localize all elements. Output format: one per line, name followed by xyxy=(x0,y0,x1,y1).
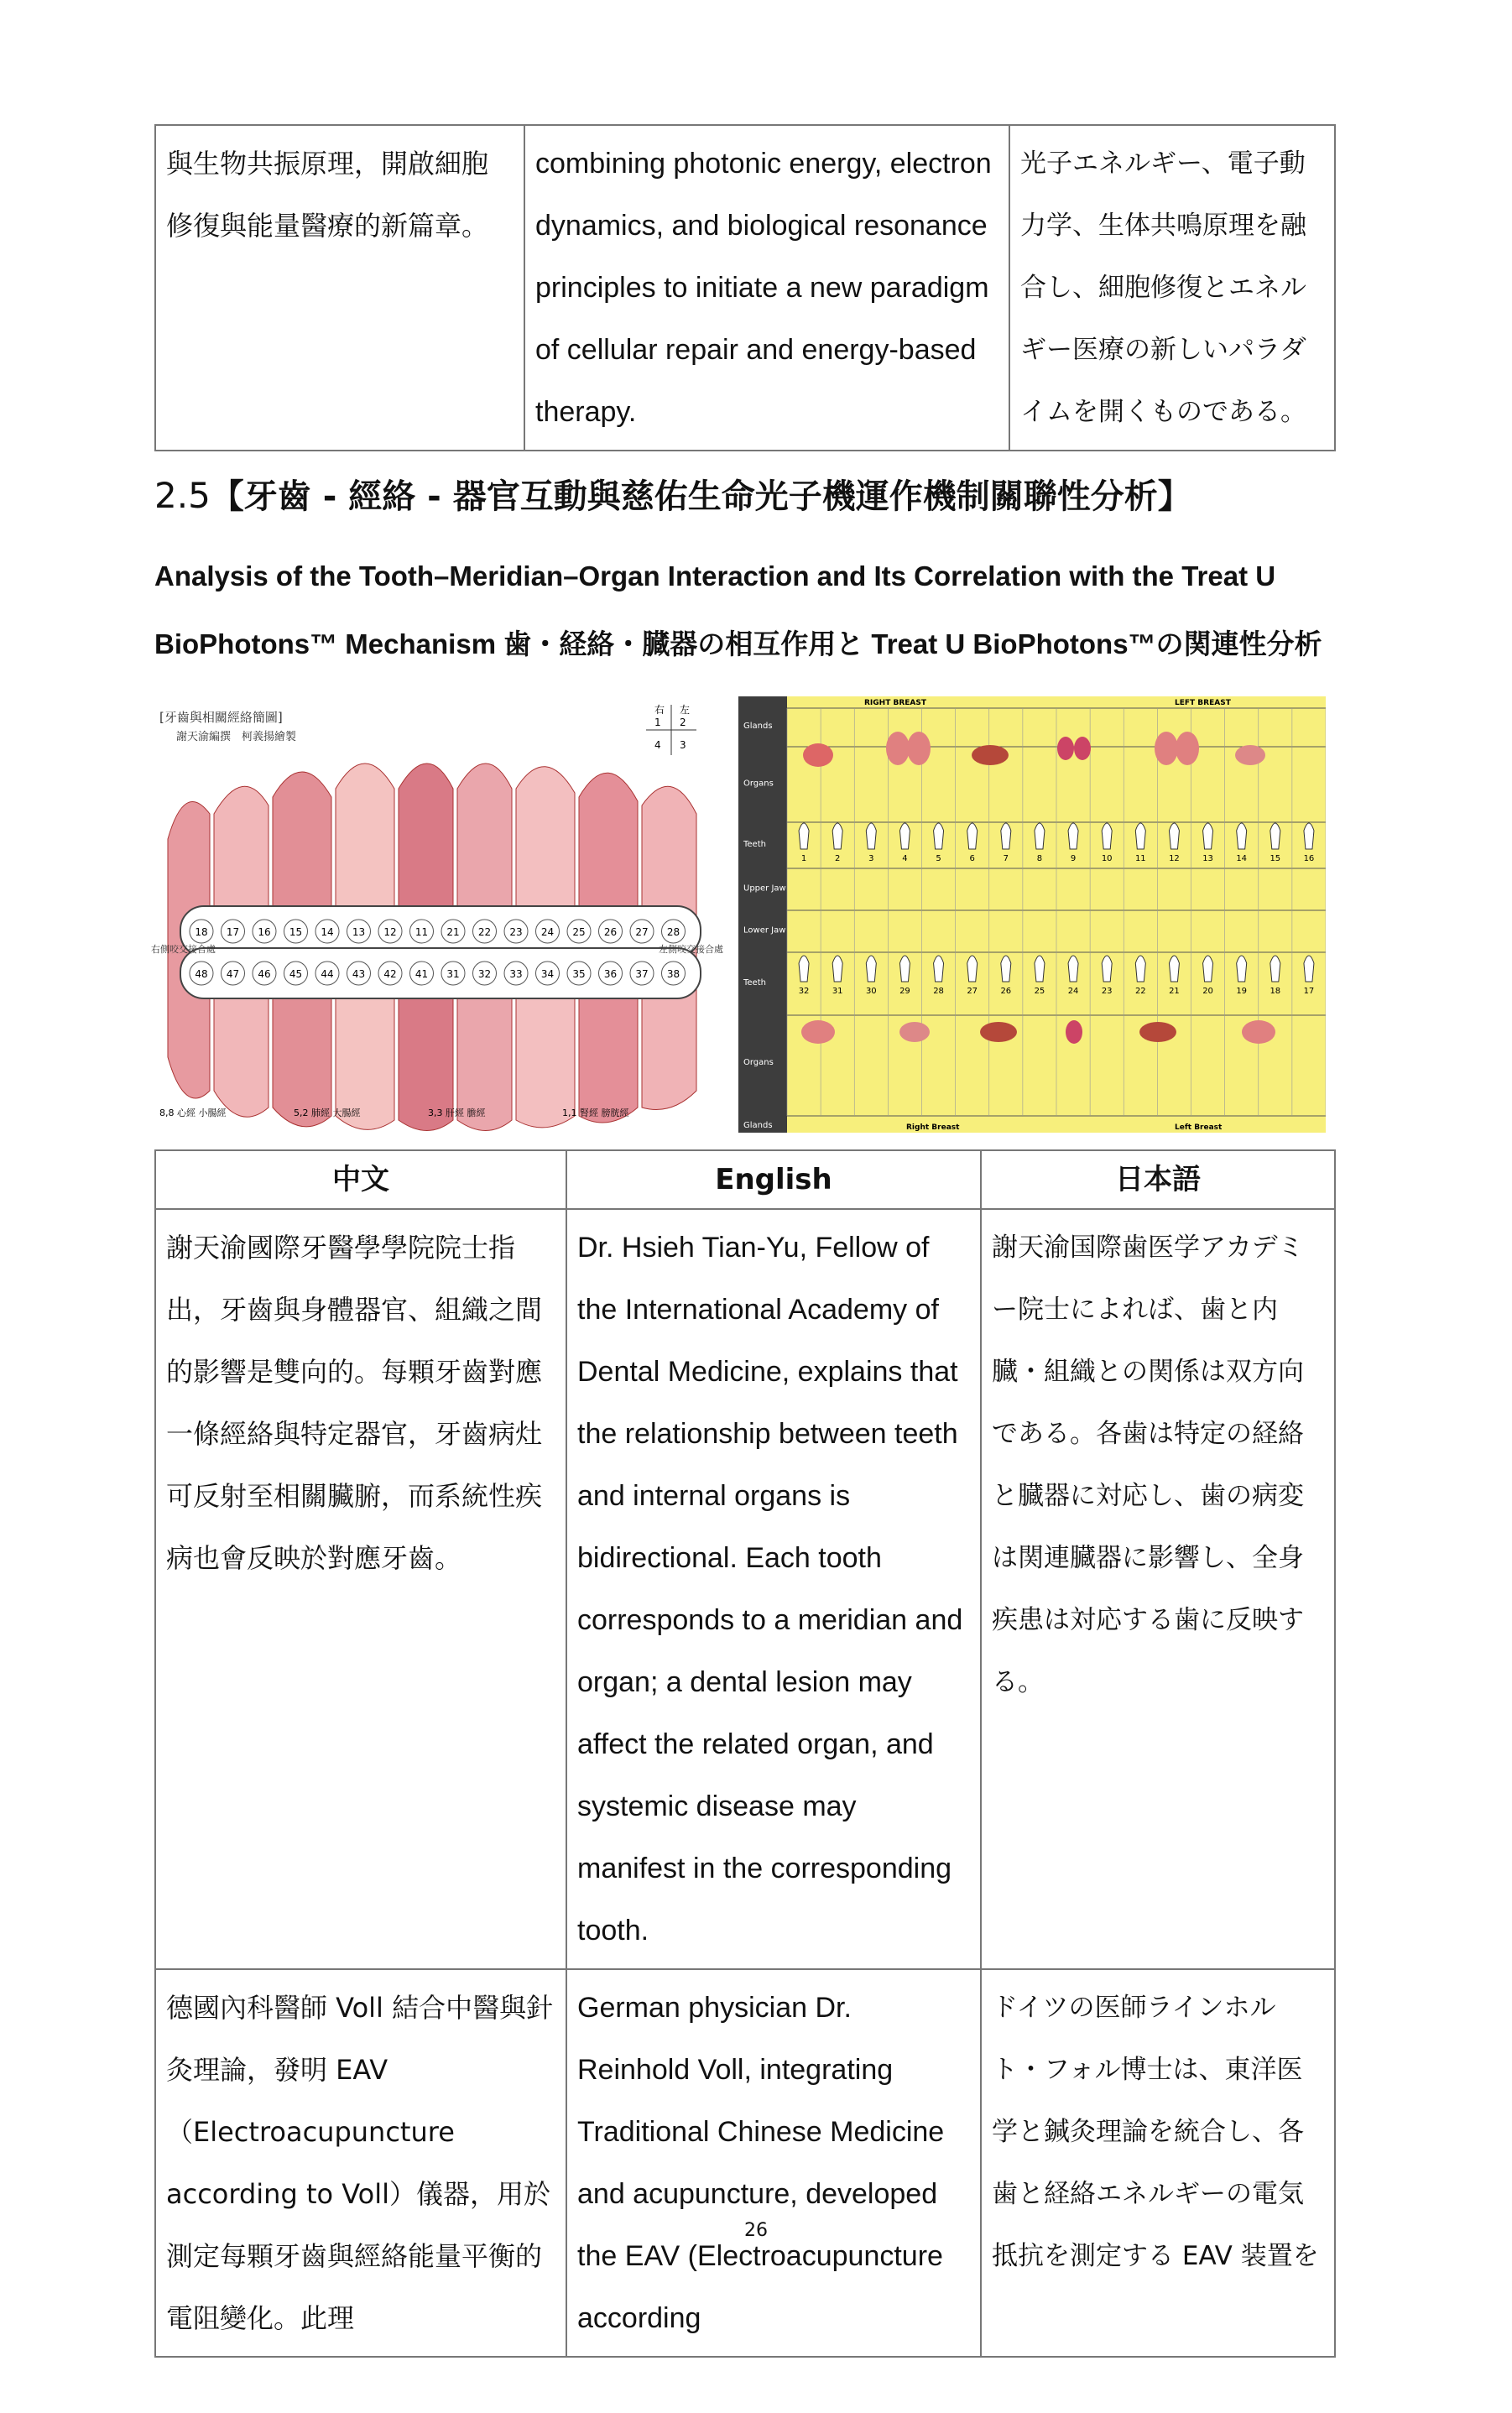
tooth-number: 26 xyxy=(1000,987,1012,996)
row2-en: German physician Dr. Reinhold Voll, integrating Traditional Chinese Medicine and acupuncture, developed the EAV (Electroacupuncture according xyxy=(566,1969,981,2357)
tooth-number: 10 xyxy=(1101,854,1113,863)
legend-item: 3,3 肝經 膽經 xyxy=(428,1107,486,1118)
tooth-number: 26 xyxy=(603,926,618,938)
legend-item: 5,2 肺經 大腸經 xyxy=(294,1107,361,1118)
chart-row-label: Upper Jaw xyxy=(743,883,786,894)
table-row xyxy=(155,1209,1335,1969)
tooth-number: 3 xyxy=(868,854,874,863)
lungs-icon xyxy=(886,732,910,765)
lungs-icon xyxy=(1176,732,1199,765)
tooth-number: 13 xyxy=(352,926,366,938)
tooth-number: 15 xyxy=(1270,854,1281,863)
tooth-number: 48 xyxy=(195,968,208,980)
tooth-number: 20 xyxy=(1202,987,1213,996)
tooth-number: 43 xyxy=(352,968,366,980)
tooth-icon xyxy=(1001,956,1011,982)
chart-row-label: Organs xyxy=(743,779,774,789)
tooth-mark xyxy=(190,920,213,943)
figure-left-authors: 謝天渝編撰 柯義揚繪製 xyxy=(176,731,297,743)
tooth-mark xyxy=(536,962,560,985)
chart-footer-right: Left Breast xyxy=(1175,1123,1223,1132)
tooth-mark xyxy=(410,920,434,943)
tooth-number: 15 xyxy=(289,926,303,938)
tooth-number: 28 xyxy=(933,987,944,996)
kidney-icon xyxy=(1074,737,1091,760)
tooth-number: 31 xyxy=(446,968,460,980)
figure-left-title: [牙齒與相關經絡簡圖] xyxy=(159,710,283,725)
tooth-number: 12 xyxy=(383,926,397,938)
tooth-icon xyxy=(832,823,842,849)
tooth-number: 27 xyxy=(967,987,978,996)
tooth-number: 14 xyxy=(321,926,334,938)
tooth-mark xyxy=(630,920,654,943)
tooth-icon xyxy=(899,956,910,982)
tooth-number: 25 xyxy=(1034,987,1045,996)
tooth-icon xyxy=(967,956,978,982)
tooth-number: 46 xyxy=(258,968,271,980)
chart-row-label: Teeth xyxy=(743,978,766,988)
tooth-mark xyxy=(473,920,497,943)
tooth-mark xyxy=(378,962,402,985)
tooth-number: 11 xyxy=(414,926,429,938)
tooth-mark xyxy=(222,962,245,985)
tooth-icon xyxy=(866,956,876,982)
tooth-number: 16 xyxy=(1303,854,1315,863)
tooth-icon xyxy=(1102,823,1112,849)
compass-3: 3 xyxy=(680,739,686,751)
compass-2: 2 xyxy=(680,717,686,728)
tooth-mark xyxy=(284,962,308,985)
header-zh: 中文 xyxy=(155,1150,566,1209)
side-label-right: 左側咬交接合處 xyxy=(659,944,723,955)
table-row xyxy=(155,125,1335,451)
tooth-number: 44 xyxy=(321,968,334,980)
tooth-icon xyxy=(1169,956,1179,982)
tooth-number: 24 xyxy=(540,926,555,938)
tooth-icon xyxy=(1035,823,1045,849)
tooth-mark xyxy=(599,920,623,943)
tooth-icon xyxy=(866,823,876,849)
tooth-number: 5 xyxy=(936,854,941,863)
tooth-number: 29 xyxy=(899,987,910,996)
tooth-number: 38 xyxy=(666,968,680,980)
tooth-number: 34 xyxy=(540,968,555,980)
chart-row-label: Organs xyxy=(743,1058,774,1067)
row1-ja: 謝天渝国際歯医学アカデミー院士によれば、歯と内臓・組織との関係は双方向である。各歯は特定の経絡と臓器に対応し、歯の病変は関連臓器に影響し、全身疾患は対応する歯に反映する。 xyxy=(981,1209,1335,1969)
legend-item: 8,8 心經 小腸經 xyxy=(159,1107,227,1118)
lungs-icon xyxy=(907,732,931,765)
row2-zh: 德國內科醫師 Voll 結合中醫與針灸理論，發明 EAV（Electroacupuncture according to Voll）儀器，用於測定每顆牙齒與經絡能量平衡的電阻變化。此理 xyxy=(155,1969,566,2357)
section-title-zh: 【牙齒 - 經絡 - 器官互動與慈佑生命光子機運作機制關聯性分析】 xyxy=(210,477,1191,516)
tooth-icon xyxy=(934,956,944,982)
tooth-mark xyxy=(473,962,497,985)
tooth-mark xyxy=(315,962,339,985)
tooth-number: 7 xyxy=(1003,854,1009,863)
tooth-mark xyxy=(347,920,371,943)
tooth-mark xyxy=(441,962,465,985)
tooth-number: 17 xyxy=(226,926,240,938)
tooth-number: 2 xyxy=(835,854,841,863)
tooth-meridian-diagram xyxy=(151,696,730,1133)
row2-ja: ドイツの医師ラインホルト・フォル博士は、東洋医学と鍼灸理論を統合し、各歯と経絡エネルギーの電気抵抗を測定する EAV 装置を xyxy=(981,1969,1335,2357)
tooth-icon xyxy=(899,823,910,849)
tooth-mark xyxy=(536,920,560,943)
tooth-mark xyxy=(504,962,528,985)
tooth-number: 35 xyxy=(572,968,586,980)
tooth-number: 30 xyxy=(865,987,877,996)
tooth-icon xyxy=(1035,956,1045,982)
tooth-icon xyxy=(1169,823,1179,849)
tooth-icon xyxy=(1068,956,1078,982)
tooth-number: 18 xyxy=(1270,987,1281,996)
tooth-icon xyxy=(1270,956,1280,982)
section-title-en-line2: BioPhotons™ Mechanism 歯・経絡・臓器の相互作用と Treat U BioPhotons™の関連性分析 xyxy=(154,628,1322,659)
tooth-mark xyxy=(504,920,528,943)
kidney-icon xyxy=(1057,737,1074,760)
compass-right: 右 xyxy=(654,704,665,716)
tooth-icon xyxy=(832,956,842,982)
tooth-number: 19 xyxy=(1236,987,1248,996)
liver-icon xyxy=(972,745,1009,765)
tooth-icon xyxy=(1270,823,1280,849)
tooth-number: 1 xyxy=(800,854,807,863)
tooth-icon xyxy=(1304,823,1314,849)
tooth-number: 28 xyxy=(666,926,680,938)
tooth-number: 6 xyxy=(969,854,975,863)
stomach-icon xyxy=(1235,745,1265,765)
stomach-icon xyxy=(899,1022,930,1042)
section-title-en-line1: Analysis of the Tooth–Meridian–Organ Interaction and Its Correlation with the Treat U xyxy=(154,560,1276,592)
compass-left: 左 xyxy=(680,704,691,716)
tooth-icon xyxy=(1135,956,1145,982)
side-label-left: 右側咬交接合處 xyxy=(151,944,216,955)
tooth-number: 23 xyxy=(509,926,523,938)
chart-row-label: Teeth xyxy=(743,840,766,849)
tooth-mark xyxy=(567,962,591,985)
tooth-mark xyxy=(662,920,686,943)
row1-en: Dr. Hsieh Tian-Yu, Fellow of the International Academy of Dental Medicine, explains that the relationship between teeth and internal organs is bidirectional. Each tooth corresponds to a meridian and organ; a dental lesion may affect the related organ, and systemic disease may manifest in the corresponding tooth. xyxy=(566,1209,981,1969)
tooth-icon xyxy=(967,823,978,849)
compass-1: 1 xyxy=(654,717,661,728)
kidney-icon xyxy=(1066,1020,1082,1044)
tooth-number: 11 xyxy=(1134,854,1146,863)
header-ja: 日本語 xyxy=(981,1150,1335,1209)
lungs-icon xyxy=(801,1020,835,1044)
tooth-icon xyxy=(799,956,809,982)
tooth-number: 45 xyxy=(289,968,303,980)
tooth-mark xyxy=(253,962,276,985)
tooth-icon xyxy=(934,823,944,849)
tooth-icon xyxy=(799,823,809,849)
tooth-mark xyxy=(190,962,213,985)
top-cell-zh: 與生物共振原理，開啟細胞修復與能量醫療的新篇章。 xyxy=(155,125,524,451)
tooth-number: 17 xyxy=(1303,987,1315,996)
tooth-mark xyxy=(284,920,308,943)
tooth-number: 12 xyxy=(1169,854,1180,863)
tooth-number: 21 xyxy=(1169,987,1180,996)
tooth-icon xyxy=(1001,823,1011,849)
header-en: English xyxy=(566,1150,981,1209)
page-number: 26 xyxy=(744,2220,768,2241)
tooth-mark xyxy=(222,920,245,943)
tooth-number: 18 xyxy=(195,926,208,938)
chart-row-label: Glands xyxy=(743,722,773,731)
tooth-number: 42 xyxy=(383,968,397,980)
tooth-mark xyxy=(567,920,591,943)
tooth-number: 9 xyxy=(1070,854,1077,863)
tooth-mark xyxy=(630,962,654,985)
tooth-number: 27 xyxy=(635,926,649,938)
chart-header-right: LEFT BREAST xyxy=(1175,699,1231,707)
top-cell-en: combining photonic energy, electron dynamics, and biological resonance principles to initiate a new paradigm of cellular repair and energy-based therapy. xyxy=(524,125,1009,451)
table-row xyxy=(155,1969,1335,2357)
main-table xyxy=(154,1149,1336,2358)
liver-icon xyxy=(1139,1022,1176,1042)
tooth-number: 36 xyxy=(603,968,618,980)
section-heading xyxy=(154,470,1191,518)
legend-item: 1,1 腎經 膀胱經 xyxy=(562,1107,629,1118)
tooth-number: 47 xyxy=(226,968,240,980)
tooth-icon xyxy=(1102,956,1112,982)
tooth-number: 22 xyxy=(477,926,492,938)
tooth-number: 37 xyxy=(635,968,649,980)
tooth-number: 32 xyxy=(477,968,492,980)
section-number: 2.5 xyxy=(154,475,211,516)
chart-row-label: Glands xyxy=(743,1121,773,1130)
tooth-mark xyxy=(378,920,402,943)
table-header-row xyxy=(155,1150,1335,1209)
tooth-icon xyxy=(1304,956,1314,982)
tooth-icon xyxy=(1068,823,1078,849)
tooth-mark xyxy=(315,920,339,943)
tooth-icon xyxy=(1237,823,1247,849)
lungs-icon xyxy=(1155,732,1178,765)
tooth-icon xyxy=(1237,956,1247,982)
tooth-number: 8 xyxy=(1036,854,1043,863)
tooth-number: 14 xyxy=(1236,854,1248,863)
lungs-icon xyxy=(1242,1020,1275,1044)
tooth-icon xyxy=(1203,823,1213,849)
compass-4: 4 xyxy=(654,739,661,751)
tooth-mark xyxy=(347,962,371,985)
tooth-mark xyxy=(441,920,465,943)
tooth-number: 33 xyxy=(509,968,523,980)
liver-icon xyxy=(980,1022,1017,1042)
tooth-rows xyxy=(180,906,701,998)
tooth-icon xyxy=(1203,956,1213,982)
tooth-number: 13 xyxy=(1202,854,1213,863)
chart-footer-left: Right Breast xyxy=(906,1123,960,1132)
tooth-number: 41 xyxy=(414,968,429,980)
organ-teeth-chart xyxy=(738,696,1326,1133)
tooth-number: 23 xyxy=(1101,987,1113,996)
tooth-icon xyxy=(1135,823,1145,849)
top-table xyxy=(154,124,1336,451)
heart-icon xyxy=(803,743,833,767)
tooth-number: 21 xyxy=(446,926,460,938)
chart-row-label: Lower Jaw xyxy=(743,925,786,935)
tooth-mark xyxy=(410,962,434,985)
row1-zh: 謝天渝國際牙醫學學院院士指出，牙齒與身體器官、組織之間的影響是雙向的。每顆牙齒對應一條經絡與特定器官，牙齒病灶可反射至相關臟腑，而系統性疾病也會反映於對應牙齒。 xyxy=(155,1209,566,1969)
tooth-mark xyxy=(599,962,623,985)
tooth-number: 31 xyxy=(832,987,843,996)
tooth-number: 25 xyxy=(572,926,586,938)
tooth-number: 22 xyxy=(1134,987,1146,996)
top-cell-ja: 光子エネルギー、電子動力学、生体共鳴原理を融合し、細胞修復とエネルギー医療の新しいパラダイムを開くものである。 xyxy=(1009,125,1335,451)
tooth-number: 24 xyxy=(1067,987,1079,996)
tooth-number: 4 xyxy=(902,854,908,863)
tooth-mark xyxy=(253,920,276,943)
tooth-number: 32 xyxy=(798,987,810,996)
tooth-number: 16 xyxy=(258,926,271,938)
tooth-meridian-figure xyxy=(151,696,1326,1133)
chart-header-left: RIGHT BREAST xyxy=(864,699,926,707)
tooth-mark xyxy=(662,962,686,985)
